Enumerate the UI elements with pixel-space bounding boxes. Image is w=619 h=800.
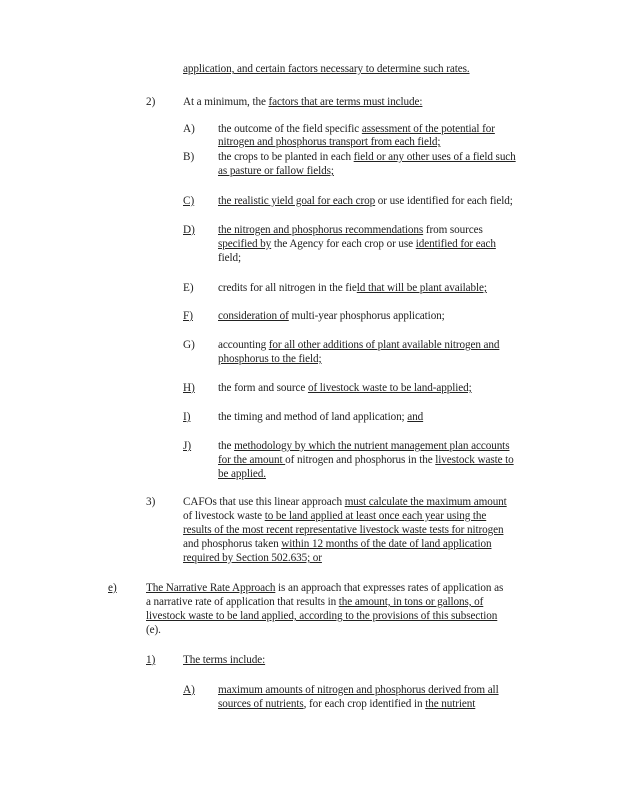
text-run: identified for each [415, 238, 496, 250]
text-run: accounting [218, 339, 269, 351]
text-run: for all other additions of plant available nitrogen and [268, 339, 500, 351]
item-e1-line-1 [183, 653, 265, 667]
item-2F-label [183, 309, 193, 323]
item-e-line-2 [146, 595, 483, 609]
item-2H-label [183, 381, 195, 395]
text-run: specified by [218, 238, 272, 250]
text-run: the realistic yield goal for each crop [218, 195, 376, 207]
text-run: ld that will be plant available; [356, 282, 487, 294]
text-run: methodology by which the nutrient management plan accounts [234, 440, 510, 452]
text-run: The terms include: [183, 654, 266, 666]
item-2B-label [183, 150, 194, 164]
item-e1A-line-1 [218, 683, 499, 697]
item-2-text [183, 95, 422, 109]
item-3-line-3 [183, 523, 503, 537]
text-run: and [407, 411, 424, 423]
item-e-line-1 [146, 581, 503, 595]
text-run: the Agency for each crop or use [271, 238, 416, 250]
text-run: sources of nutrients [218, 698, 304, 710]
text-run: field or any other uses of a field such [353, 151, 516, 163]
item-2A-line-2 [218, 135, 440, 149]
text-run: The Narrative Rate Approach [146, 582, 276, 594]
item-e1A-label: A) [183, 684, 195, 696]
text-run: the amount, in tons or gallons, of [338, 596, 484, 608]
item-e-line-4 [146, 623, 161, 637]
text-run: application, and certain factors necessary to determine such rates. [183, 63, 470, 75]
item-2-label: 2) [146, 96, 156, 108]
text-run: CAFOs that use this linear approach [183, 496, 345, 508]
text-run: of nitrogen and phosphorus in the [285, 454, 436, 466]
item-2D-line-3 [218, 251, 241, 265]
item-3-line-5 [183, 551, 322, 565]
intro-line [183, 62, 470, 76]
item-2J-label [183, 439, 191, 453]
item-2A-line-1 [218, 122, 495, 136]
item-2C-line-1 [218, 194, 513, 208]
text-run: maximum amounts of nitrogen and phosphorus derived from all [218, 684, 499, 696]
text-run: the form and source [218, 382, 308, 394]
text-run: or use identified for each field; [375, 195, 513, 207]
text-run: to be land applied at least once each year using the [264, 510, 487, 522]
item-e-line-3 [146, 609, 497, 623]
item-3-line-2 [183, 509, 486, 523]
text-run: within 12 months of the date of land application [281, 538, 492, 550]
text-run: , for each crop identified in [303, 698, 426, 710]
text-run: livestock waste to be land applied, according to the provisions of this subsection [146, 610, 498, 622]
item-2B-line-1 [218, 150, 516, 164]
text-run: as pasture or fallow fields; [218, 165, 334, 177]
item-2C-label [183, 194, 194, 208]
text-run: factors that are terms must include: [268, 96, 423, 108]
item-2G-label [183, 338, 195, 352]
text-run: the [218, 440, 235, 452]
text-run: results of the most recent representative livestock waste tests for nitrogen [183, 524, 504, 536]
item-e1-label: 1) [146, 654, 156, 666]
text-run: and phosphorus taken [183, 538, 282, 550]
item-2B-line-2 [218, 164, 334, 178]
item-2D-line-1 [218, 223, 483, 237]
item-2J-line-1 [218, 439, 509, 453]
item-2E-label [183, 281, 194, 295]
item-2J-line-2 [218, 453, 514, 467]
text-run: livestock waste to [435, 454, 514, 466]
item-2I-line-1 [218, 410, 423, 424]
text-run: for the amount [218, 454, 286, 466]
text-run: of livestock waste to be land-applied; [307, 382, 472, 394]
label-text: F) [183, 310, 193, 322]
text-run: multi-year phosphorus application; [288, 310, 445, 322]
item-2J-line-3 [218, 467, 266, 481]
text-run: the outcome of the field specific [218, 123, 362, 135]
item-e-label: e) [108, 582, 117, 594]
text-run: consideration of [218, 310, 289, 322]
label-text: B) [183, 151, 195, 163]
label-text: G) [183, 339, 195, 351]
item-3-line-1 [183, 495, 507, 509]
item-2G-line-2 [218, 352, 322, 366]
text-run: field; [218, 252, 242, 264]
item-2A-label [183, 122, 195, 136]
text-run: is an approach that expresses rates of application as [275, 582, 504, 594]
label-text: I) [183, 411, 191, 423]
text-run: be applied. [218, 468, 266, 480]
item-2D-line-2 [218, 237, 496, 251]
text-run: from sources [423, 224, 483, 236]
text-run: the nutrient [425, 698, 476, 710]
label-text: A) [183, 123, 195, 135]
item-2I-label [183, 410, 190, 424]
text-run: assessment of the potential for [361, 123, 495, 135]
item-2E-line-1 [218, 281, 487, 295]
item-3-line-4 [183, 537, 491, 551]
text-run: of livestock waste [183, 510, 265, 522]
item-e1A-line-2 [218, 697, 475, 711]
item-2H-line-1 [218, 381, 472, 395]
label-text: J) [183, 440, 192, 452]
label-text: C) [183, 195, 195, 207]
text-run: must calculate the maximum amount [344, 496, 507, 508]
text-run: the timing and method of land application; [218, 411, 408, 423]
text-run: required by Section 502.635; or [183, 552, 322, 564]
text-run: the nitrogen and phosphorus recommendations [218, 224, 424, 236]
text-run: credits for all nitrogen in the fie [218, 282, 357, 294]
text-run: a narrative rate of application that results in [146, 596, 339, 608]
text-run: nitrogen and phosphorus transport from each field; [218, 136, 441, 148]
text-run: At a minimum, the [183, 96, 269, 108]
text-run: (e). [146, 624, 161, 636]
text-run: the crops to be planted in each [218, 151, 354, 163]
item-2F-line-1 [218, 309, 445, 323]
item-2G-line-1 [218, 338, 499, 352]
item-2D-label [183, 223, 195, 237]
label-text: E) [183, 282, 194, 294]
text-run: phosphorus to the field; [218, 353, 322, 365]
label-text: D) [183, 224, 195, 236]
item-3-label: 3) [146, 496, 156, 508]
label-text: H) [183, 382, 195, 394]
